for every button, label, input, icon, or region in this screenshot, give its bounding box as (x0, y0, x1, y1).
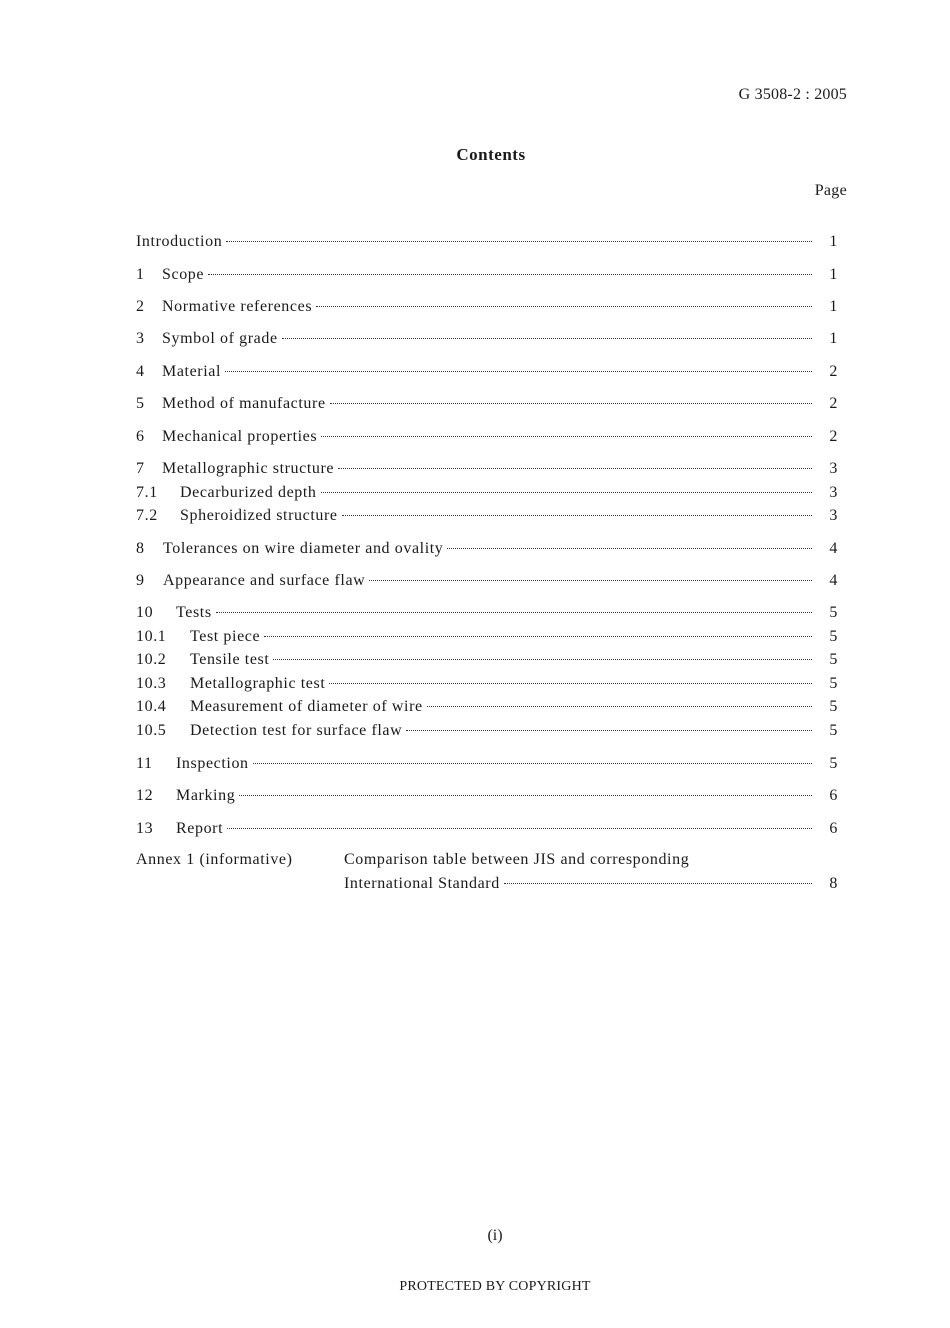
toc-entry-number: 3 (136, 330, 145, 347)
toc-entry-number: 10.4 (136, 698, 167, 715)
toc-entry[interactable] (136, 507, 838, 529)
toc-entry[interactable] (136, 604, 838, 626)
toc-entry-title: Inspection (176, 755, 249, 772)
toc-entry[interactable] (136, 698, 838, 720)
toc-entry-page: 5 (829, 628, 838, 645)
page-column-label: Page (814, 182, 847, 199)
toc-entry-number: 1 (136, 266, 145, 283)
toc-entry[interactable] (136, 428, 838, 450)
toc-entry-number: 13 (136, 820, 154, 837)
page-number-footer: (i) (487, 1227, 503, 1244)
annex-label: Annex 1 (informative) (136, 851, 293, 868)
dot-leader (369, 569, 812, 581)
toc-entry-number: 4 (136, 363, 145, 380)
dot-leader (329, 672, 812, 684)
toc-entry-page: 2 (829, 395, 838, 412)
toc-entry-page: 6 (829, 820, 838, 837)
toc-entry-number: 10.1 (136, 628, 167, 645)
toc-entry-page: 1 (829, 330, 838, 347)
toc-entry-page: 1 (829, 266, 838, 283)
toc-entry-title: Appearance and surface flaw (163, 572, 366, 589)
toc-entry[interactable] (136, 722, 838, 744)
toc-entry-page: 1 (829, 233, 838, 250)
toc-entry-page: 4 (829, 540, 838, 557)
toc-entry[interactable] (136, 233, 838, 255)
dot-leader (504, 872, 812, 884)
toc-entry-title: Spheroidized structure (180, 507, 338, 524)
toc-entry-title: Tolerances on wire diameter and ovality (163, 540, 444, 557)
toc-entry-number: 10.5 (136, 722, 167, 739)
toc-entry-number: 10.3 (136, 675, 167, 692)
dot-leader (338, 457, 812, 469)
toc-entry[interactable] (136, 820, 838, 842)
toc-entry-page: 3 (829, 484, 838, 501)
dot-leader (282, 327, 812, 339)
toc-entry-title: Metallographic structure (162, 460, 335, 477)
dot-leader (321, 481, 812, 493)
dot-leader (321, 425, 812, 437)
toc-entry-page: 6 (829, 787, 838, 804)
toc-entry-title: Marking (176, 787, 236, 804)
toc-entry-page: 2 (829, 363, 838, 380)
annex-title-line2: International Standard (344, 875, 500, 892)
toc-entry-number: 12 (136, 787, 154, 804)
toc-entry[interactable] (136, 484, 838, 506)
toc-entry-page: 5 (829, 755, 838, 772)
copyright-notice: PROTECTED BY COPYRIGHT (399, 1279, 591, 1294)
toc-entry-page: 3 (829, 460, 838, 477)
dot-leader (227, 817, 812, 829)
toc-entry-page: 1 (829, 298, 838, 315)
toc-entry-number: 10 (136, 604, 154, 621)
toc-entry-title: Measurement of diameter of wire (190, 698, 423, 715)
annex-title-line1: Comparison table between JIS and corresponding (344, 851, 690, 868)
standard-code: G 3508-2 : 2005 (738, 86, 847, 103)
page-title: Contents (456, 145, 526, 164)
toc-entry-page: 5 (829, 604, 838, 621)
dot-leader (216, 601, 812, 613)
dot-leader (264, 625, 812, 637)
toc-entry[interactable] (136, 298, 838, 320)
toc-entry-title: Normative references (162, 298, 313, 315)
dot-leader (447, 537, 812, 549)
toc-entry-number: 11 (136, 755, 153, 772)
toc-entry-page: 5 (829, 698, 838, 715)
annex-entry[interactable] (344, 875, 838, 893)
toc-entry-title: Scope (162, 266, 205, 283)
toc-entry-number: 7 (136, 460, 145, 477)
toc-entry-number: 5 (136, 395, 145, 412)
toc-entry-page: 5 (829, 722, 838, 739)
toc-entry-title: Mechanical properties (162, 428, 318, 445)
dot-leader (427, 695, 812, 707)
toc-entry[interactable] (136, 540, 838, 562)
toc-entry[interactable] (136, 651, 838, 673)
toc-entry-title: Tests (176, 604, 212, 621)
toc-entry-title: Detection test for surface flaw (190, 722, 403, 739)
toc-entry-title: Metallographic test (190, 675, 326, 692)
toc-entry[interactable] (136, 675, 838, 697)
dot-leader (225, 360, 812, 372)
toc-entry-title: Material (162, 363, 221, 380)
dot-leader (406, 719, 812, 731)
dot-leader (208, 263, 812, 275)
toc-entry[interactable] (136, 755, 838, 777)
toc-entry-page: 2 (829, 428, 838, 445)
toc-entry-number: 9 (136, 572, 145, 589)
toc-entry-number: 6 (136, 428, 145, 445)
toc-entry-number: 7.1 (136, 484, 158, 501)
dot-leader (342, 504, 812, 516)
toc-entry[interactable] (136, 330, 838, 352)
dot-leader (226, 230, 812, 242)
toc-entry-title: Tensile test (190, 651, 270, 668)
toc-entry-page: 5 (829, 675, 838, 692)
dot-leader (273, 648, 812, 660)
dot-leader (239, 784, 812, 796)
toc-entry[interactable] (136, 395, 838, 417)
annex-page-number: 8 (829, 875, 838, 892)
toc-entry-title: Symbol of grade (162, 330, 278, 347)
toc-entry[interactable] (136, 266, 838, 288)
dot-leader (316, 295, 812, 307)
toc-entry-title: Method of manufacture (162, 395, 326, 412)
toc-entry-number: 7.2 (136, 507, 158, 524)
toc-entry[interactable] (136, 572, 838, 594)
toc-entry-number: 10.2 (136, 651, 167, 668)
toc-entry[interactable] (136, 460, 838, 482)
toc-entry[interactable] (136, 628, 838, 650)
toc-entry-number: 8 (136, 540, 145, 557)
toc-entry-title: Test piece (190, 628, 261, 645)
toc-entry-title: Report (176, 820, 224, 837)
toc-entry-page: 5 (829, 651, 838, 668)
dot-leader (330, 392, 812, 404)
toc-entry-title: Decarburized depth (180, 484, 317, 501)
toc-entry[interactable] (136, 787, 838, 809)
toc-entry-title: Introduction (136, 233, 223, 250)
toc-entry-page: 4 (829, 572, 838, 589)
toc-entry-number: 2 (136, 298, 145, 315)
dot-leader (253, 752, 812, 764)
toc-entry[interactable] (136, 363, 838, 385)
toc-entry-page: 3 (829, 507, 838, 524)
